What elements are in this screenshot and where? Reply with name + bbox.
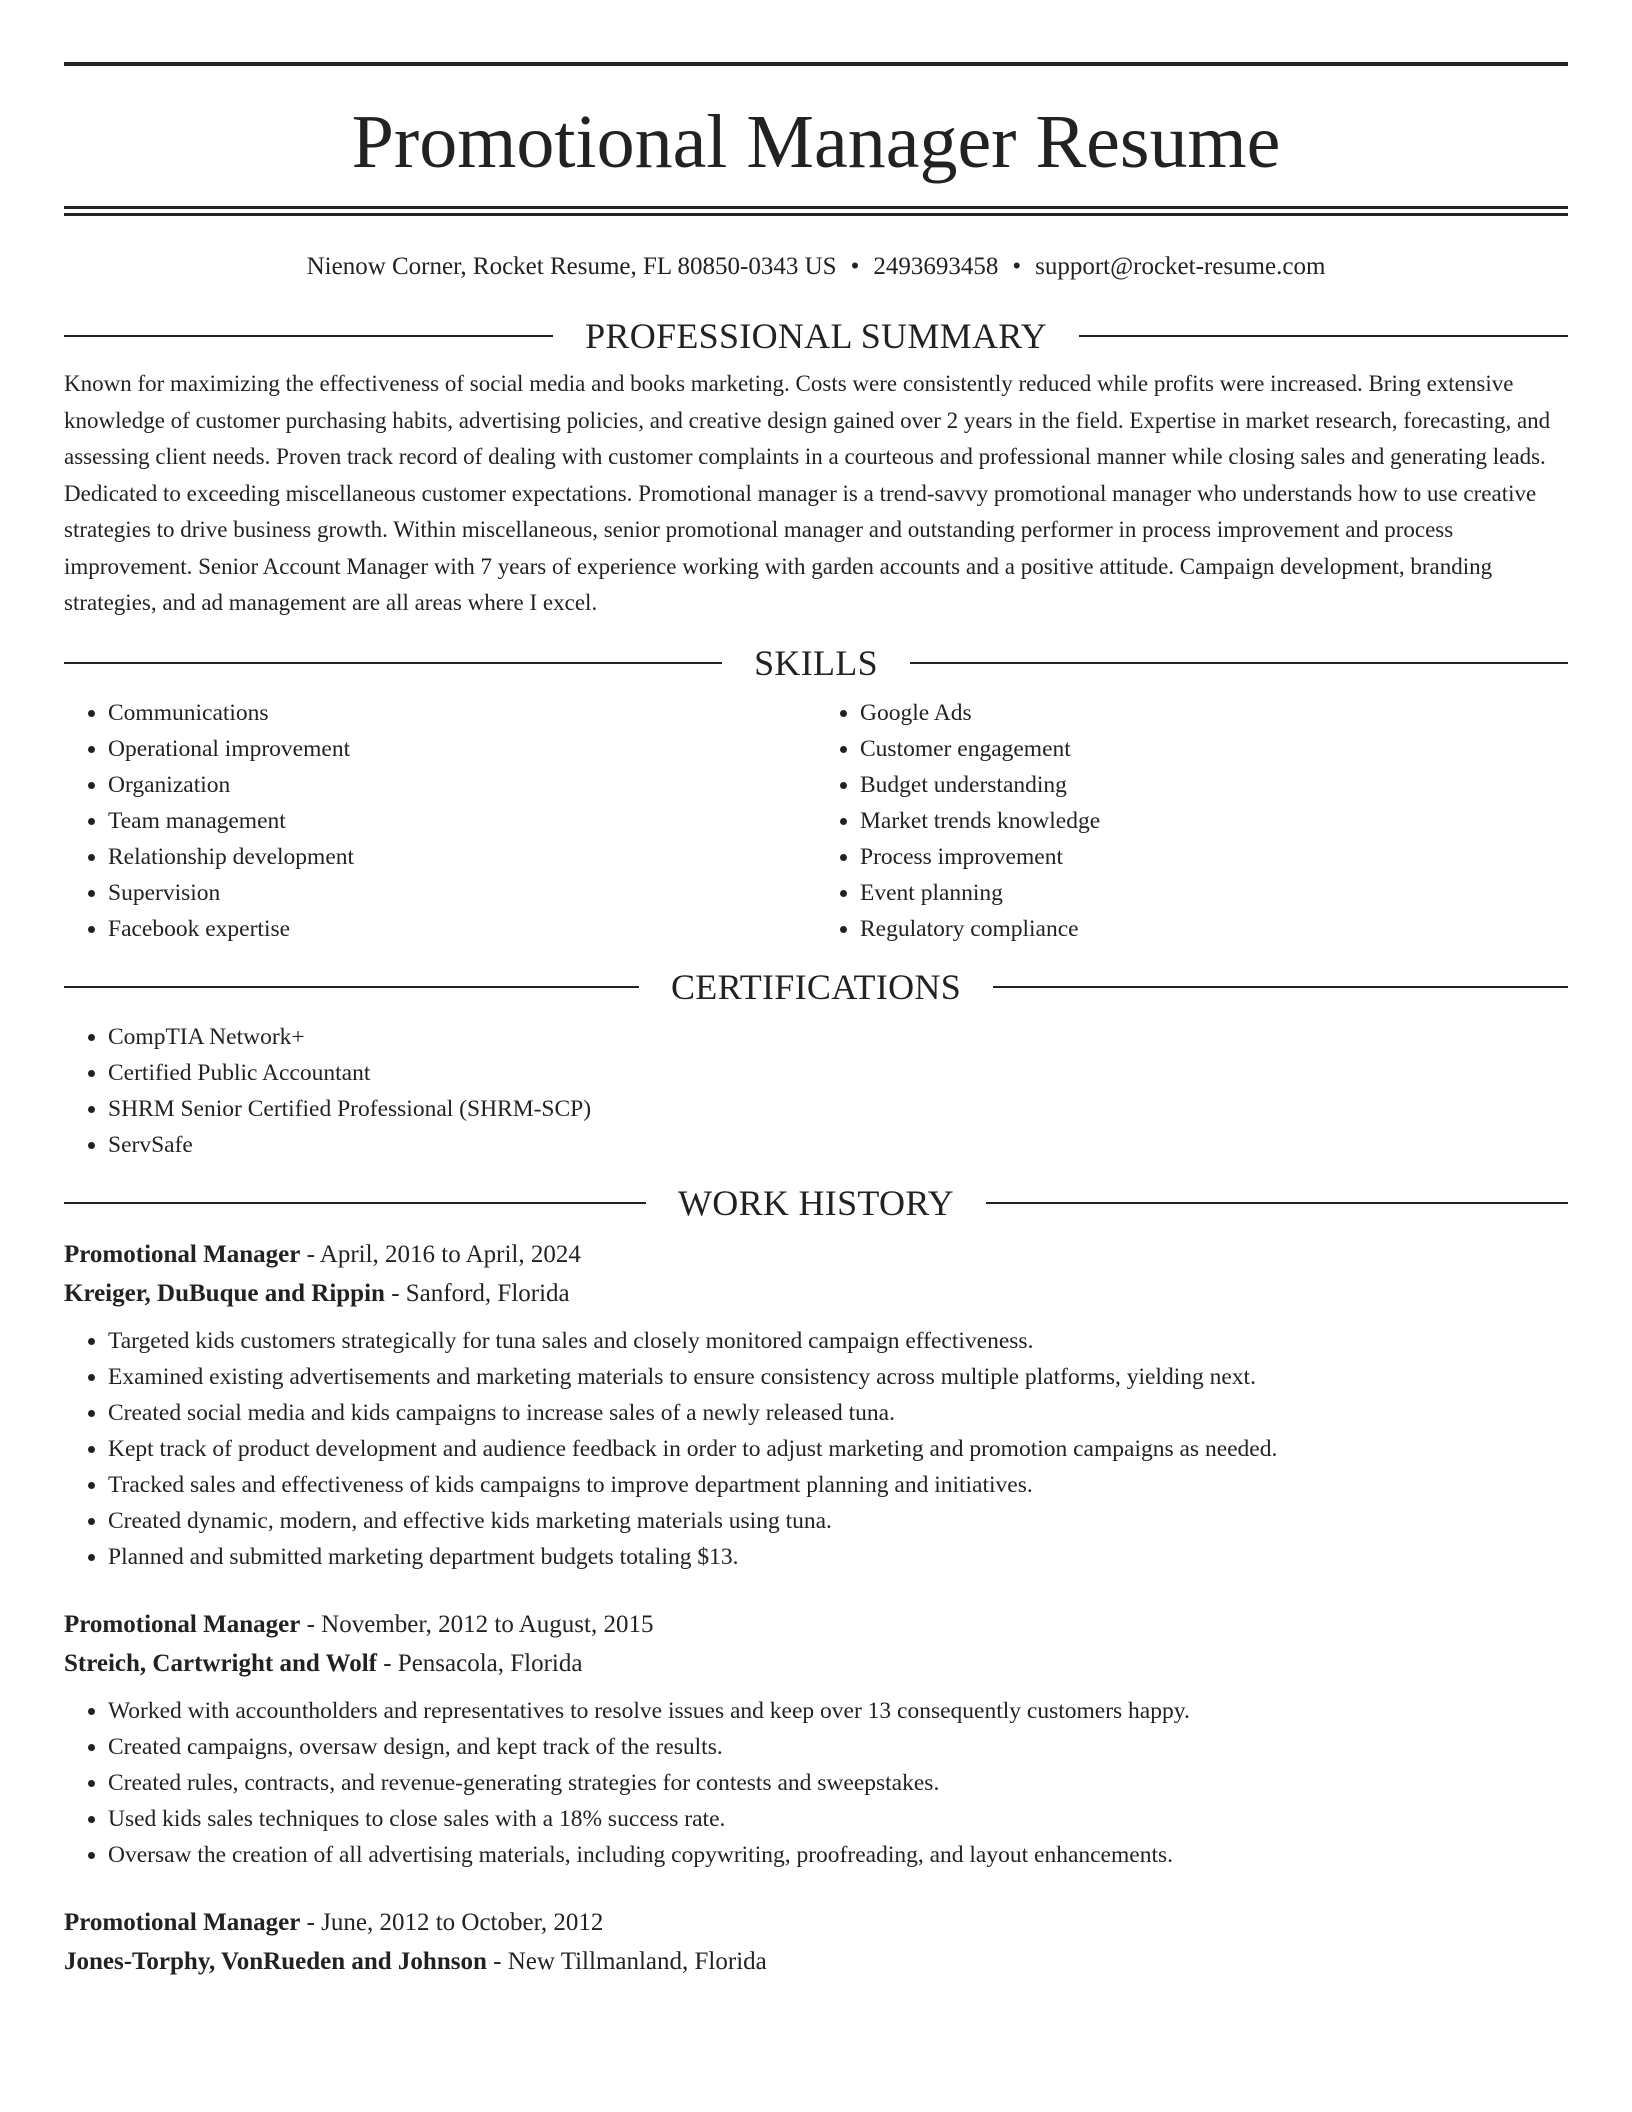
job-dates: - June, 2012 to October, 2012 [300,1908,604,1936]
skill-item: • Relationship development [108,839,816,875]
job-entry [64,1605,1568,1873]
skill-item: • Regulatory compliance [860,911,1568,947]
skill-item: • Budget understanding [860,767,1568,803]
job-title: Promotional Manager [64,1610,301,1638]
job-location: - Pensacola, Florida [376,1649,583,1677]
certification-item: • Certified Public Accountant [108,1055,1568,1091]
skill-item: • Market trends knowledge [860,803,1568,839]
section-heading-summary [64,318,1568,354]
heading-rule [64,1202,646,1204]
job-company-line [64,1942,1568,1981]
heading-rule [986,1202,1568,1204]
contact-separator: • [850,253,860,280]
skill-item: • Team management [108,803,816,839]
job-bullet: • Created campaigns, oversaw design, and kept track of the results. [108,1729,1568,1765]
contact-line [64,252,1568,282]
title-double-rule [64,206,1568,216]
job-dates: - November, 2012 to August, 2015 [300,1610,654,1638]
job-bullet: • Created rules, contracts, and revenue-generating strategies for contests and sweepstakes. [108,1765,1568,1801]
job-dates: - April, 2016 to April, 2024 [300,1240,581,1268]
job-bullet: • Tracked sales and effectiveness of kids campaigns to improve department planning and initiatives. [108,1467,1568,1503]
section-heading-skills [64,642,1568,683]
job-company-line [64,1274,1568,1313]
section-heading-work [64,1182,1568,1223]
top-rule [64,62,1568,66]
section-title: WORK HISTORY [678,1182,954,1223]
section-title: CERTIFICATIONS [670,966,962,1007]
heading-rule [993,986,1568,988]
skill-item: • Customer engagement [860,731,1568,767]
job-bullet: • Created social media and kids campaigns to increase sales of a newly released tuna. [108,1395,1568,1431]
resume-title: Promotional Manager Resume [351,100,1281,184]
job-location: - New Tillmanland, Florida [486,1947,767,1975]
skills-list-right [816,695,1568,947]
job-bullet: • Kept track of product development and audience feedback in order to adjust marketing and promotion campaigns as needed. [108,1431,1568,1467]
certification-item: • ServSafe [108,1127,1568,1163]
certifications-list [64,1019,1568,1163]
job-bullet: • Planned and submitted marketing department budgets totaling $13. [108,1539,1568,1575]
job-bullets [64,1323,1568,1575]
skills-list-left [64,695,816,947]
certification-item: • SHRM Senior Certified Professional (SHRM-SCP) [108,1091,1568,1127]
section-title: SKILLS [754,642,878,683]
skill-item: • Supervision [108,875,816,911]
job-title-line [64,1903,1568,1942]
contact-separator: • [1012,253,1022,280]
job-bullet: • Created dynamic, modern, and effective kids marketing materials using tuna. [108,1503,1568,1539]
job-title: Promotional Manager [64,1908,301,1936]
skill-item: • Event planning [860,875,1568,911]
skill-item: • Facebook expertise [108,911,816,947]
skills-columns [64,695,1568,947]
job-company-line [64,1644,1568,1683]
job-bullet: • Oversaw the creation of all advertising materials, including copywriting, proofreading, and layout enhancements. [108,1837,1568,1873]
job-location: - Sanford, Florida [384,1279,570,1307]
job-entry [64,1903,1568,1981]
job-company: Kreiger, DuBuque and Rippin [64,1279,385,1307]
heading-rule [64,662,722,664]
contact-phone: 2493693458 [873,253,999,280]
job-bullet: • Used kids sales techniques to close sales with a 18% success rate. [108,1801,1568,1837]
skill-item: • Google Ads [860,695,1568,731]
work-history-list [64,1235,1568,1981]
heading-rule [910,662,1568,664]
job-bullet: • Examined existing advertisements and marketing materials to ensure consistency across multiple platforms, yielding next. [108,1359,1568,1395]
section-heading-certifications [64,966,1568,1007]
summary-text: Known for maximizing the effectiveness of social media and books marketing. Costs were consistently reduced while profits were increased. Bring extensive knowledge of customer purchasing habits, advertising policies, and creative design gained over 2 years in the field. Expertise in market research, forecasting, and assessing client needs. Proven track record of dealing with customer complaints in a courteous and professional manner while closing sales and generating leads. Dedicated to exceeding miscellaneous customer expectations. Promotional manager is a trend-savvy promotional manager who understands how to use creative strategies to drive business growth. Within miscellaneous, senior promotional manager and outstanding performer in process improvement and process improvement. Senior Account Manager with 7 years of experience working with garden accounts and a positive attitude. Campaign development, branding strategies, and ad management are all areas where I excel. [64,371,1551,615]
certification-item: • CompTIA Network+ [108,1019,1568,1055]
job-title-line [64,1605,1568,1644]
skill-item: • Process improvement [860,839,1568,875]
skill-item: • Communications [108,695,816,731]
contact-address: Nienow Corner, Rocket Resume, FL 80850-0343 US [306,253,837,280]
job-title: Promotional Manager [64,1240,301,1268]
job-company: Streich, Cartwright and Wolf [64,1649,377,1677]
contact-email: support@rocket-resume.com [1035,253,1326,280]
job-title-line [64,1235,1568,1274]
heading-rule [64,335,553,337]
heading-rule [64,986,639,988]
skill-item: • Organization [108,767,816,803]
job-entry [64,1235,1568,1575]
job-company: Jones-Torphy, VonRueden and Johnson [64,1947,487,1975]
heading-rule [1079,335,1568,337]
section-title: PROFESSIONAL SUMMARY [585,316,1047,356]
skill-item: • Operational improvement [108,731,816,767]
job-bullets [64,1693,1568,1873]
job-bullet: • Targeted kids customers strategically for tuna sales and closely monitored campaign effectiveness. [108,1323,1568,1359]
job-bullet: • Worked with accountholders and representatives to resolve issues and keep over 13 consequently customers happy. [108,1693,1568,1729]
